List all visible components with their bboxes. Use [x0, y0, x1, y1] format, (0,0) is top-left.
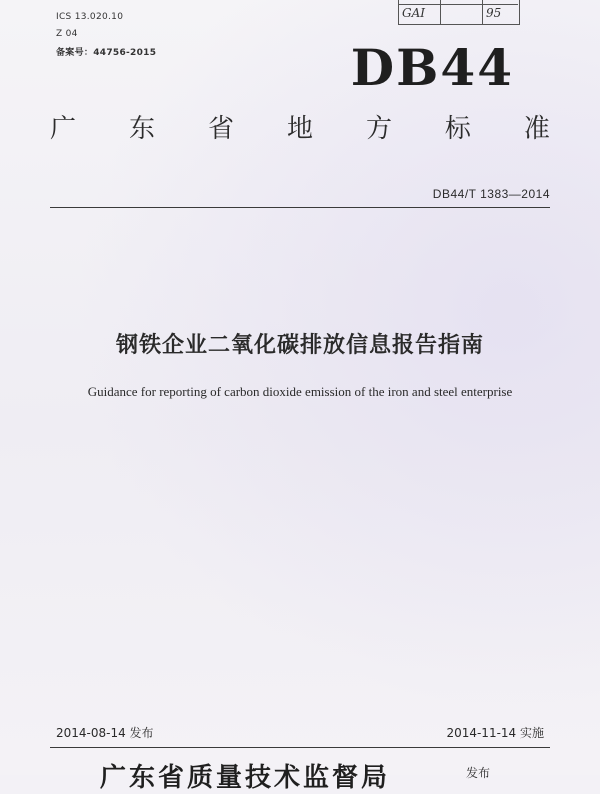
stamp-cell-3: 95 [486, 6, 502, 20]
issuing-authority: 广东省质量技术监督局 [100, 763, 391, 793]
db44-logo: DB44 [350, 38, 514, 97]
document-title-chinese: 钢铁企业二氧化碳排放信息报告指南 [115, 333, 484, 358]
standard-type-char: 准 [523, 114, 550, 144]
issuer-action: 发布 [466, 766, 491, 780]
stamp-cell-1: GAI [399, 0, 441, 24]
standard-type-char: 地 [286, 114, 313, 144]
document-title-english: Guidance for reporting of carbon dioxide emission of the iron and steel enterprise [87, 384, 513, 399]
issue-date: 2014-08-14 发布 [56, 726, 154, 740]
filing-number: 备案号：44756-2015 [56, 48, 157, 58]
category-code: Z 04 [56, 29, 78, 39]
ics-code: ICS 13.020.10 [56, 12, 124, 22]
standard-number: DB44/T 1383—2014 [432, 187, 550, 201]
standard-type-char: 广 [50, 114, 77, 144]
stamp-cell-2 [441, 0, 483, 24]
archive-stamp-box [398, 0, 520, 25]
standard-type-char: 标 [444, 114, 471, 144]
standard-type-char: 东 [128, 114, 155, 144]
top-divider [50, 207, 550, 208]
standard-type-char: 省 [207, 114, 234, 144]
standard-type-char: 方 [365, 114, 392, 144]
bottom-divider [50, 747, 550, 748]
standard-type-heading [50, 108, 550, 145]
effective-date: 2014-11-14 实施 [446, 726, 544, 740]
